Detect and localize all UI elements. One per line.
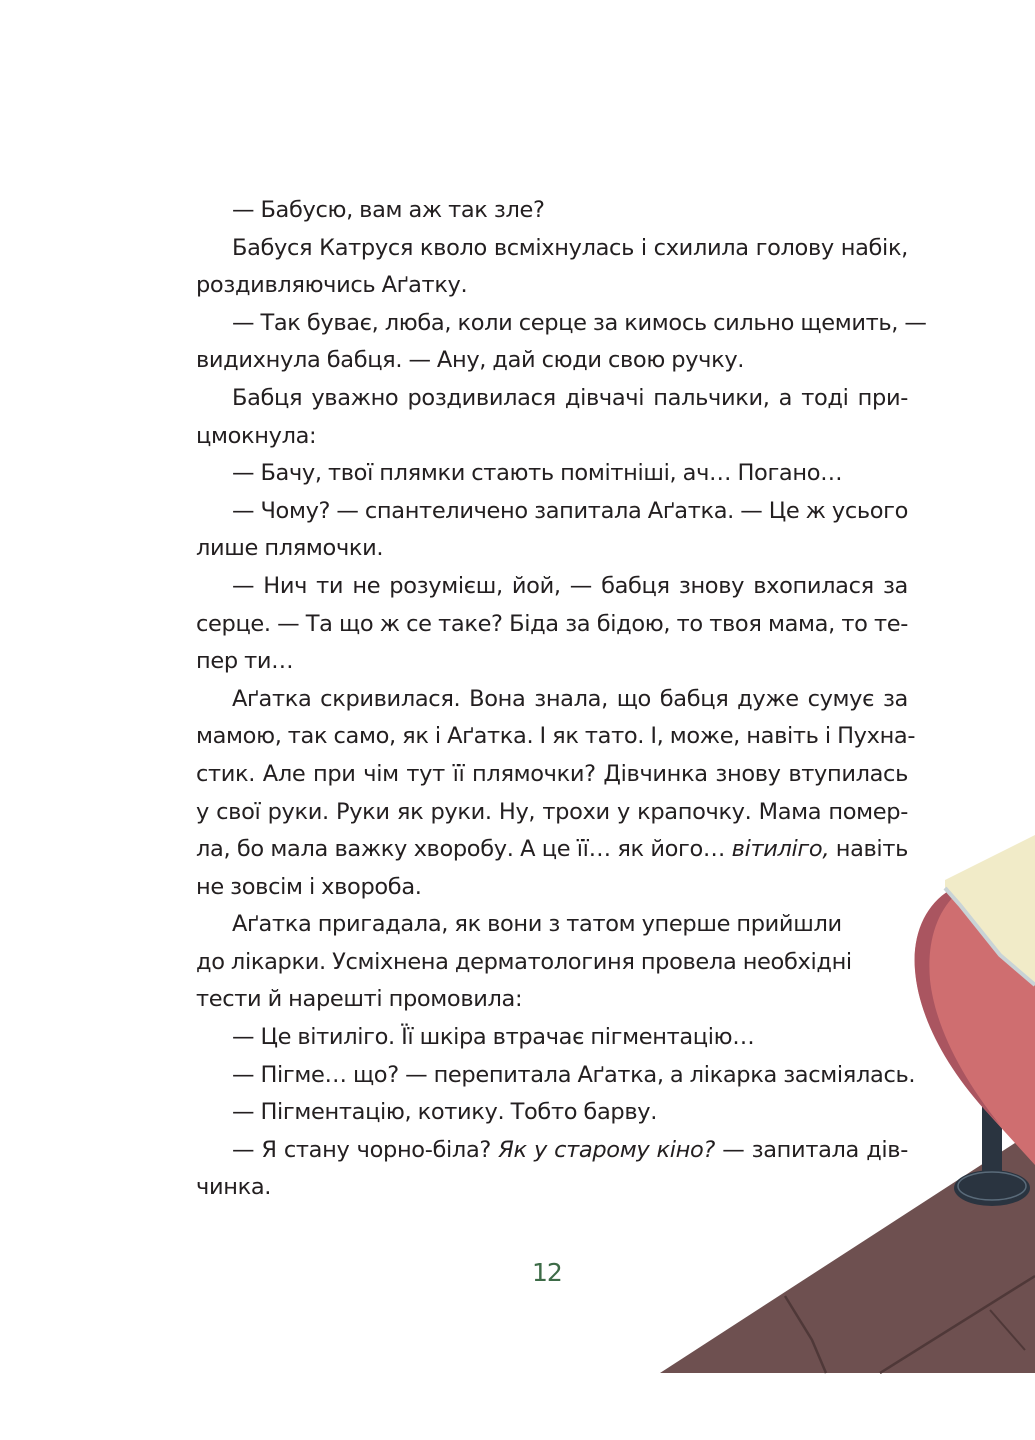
text-line: стик. Але при чім тут її плямочки? Дівчинка знову втупилась bbox=[196, 760, 908, 787]
text-line: мамою, так само, як і Аґатка. І як тато. І, може, навіть і Пухна- bbox=[196, 723, 916, 750]
text-segment: навіть bbox=[829, 836, 908, 863]
text-line: — Бабусю, вам аж так зле? bbox=[232, 197, 545, 223]
text-line: — Бачу, твої плямки стають помітніші, ач… Погано… bbox=[232, 460, 843, 487]
text-line: — Пігме… що? — перепитала Аґатка, а лікарка засміялась. bbox=[232, 1061, 916, 1088]
text-line: тести й нарешті промовила: bbox=[196, 986, 523, 1013]
text-line-with-italic bbox=[196, 1132, 908, 1170]
text-line: не зовсім і хвороба. bbox=[196, 873, 422, 900]
text-line: до лікарки. Усміхнена дерматологиня провела необхідні bbox=[196, 948, 852, 975]
text-line: чинка. bbox=[196, 1174, 272, 1201]
text-line: — Чому? — спантеличено запитала Аґатка. — Це ж усього bbox=[232, 497, 909, 524]
italic-phrase: Як у старому кіно? bbox=[498, 1136, 716, 1163]
page-number: 12 bbox=[532, 1258, 562, 1287]
text-line: — Нич ти не розумієш, йой, — бабця знову вхопилася за bbox=[232, 572, 908, 599]
text-segment: ла, бо мала важку хворобу. А це її… як його… bbox=[196, 836, 732, 863]
text-segment: — запитала дів- bbox=[715, 1136, 908, 1163]
text-line: Аґатка пригадала, як вони з татом уперше прийшли bbox=[232, 911, 842, 938]
text-line: Бабця уважно роздивилася дівчачі пальчики, а тоді при- bbox=[232, 384, 908, 411]
text-line: пер ти… bbox=[196, 648, 294, 675]
text-line: Аґатка скривилася. Вона знала, що бабця дуже сумує за bbox=[232, 685, 908, 712]
text-line: — Так буває, люба, коли серце за кимось сильно щемить, — bbox=[232, 309, 927, 336]
text-line: у свої руки. Руки як руки. Ну, трохи у крапочку. Мама помер- bbox=[196, 798, 908, 825]
text-line-with-italic bbox=[196, 831, 908, 869]
text-line: серце. — Та що ж се таке? Біда за бідою, то твоя мама, то те- bbox=[196, 610, 908, 637]
text-segment: — Я стану чорно-біла? bbox=[232, 1136, 499, 1163]
text-line: цмокнула: bbox=[196, 422, 317, 449]
text-line: — Це вітиліго. Її шкіра втрачає пігментацію… bbox=[232, 1024, 755, 1051]
italic-term: вітиліго, bbox=[731, 836, 830, 863]
text-line: роздивляючись Аґатку. bbox=[196, 272, 468, 299]
text-line: — Пігментацію, котику. Тобто барву. bbox=[232, 1099, 658, 1126]
text-line: лише плямочки. bbox=[196, 535, 384, 562]
text-line: видихнула бабця. — Ану, дай сюди свою ручку. bbox=[196, 347, 745, 374]
story-text bbox=[196, 192, 927, 1207]
text-line: Бабуся Катруся кволо всміхнулась і схилила голову набік, bbox=[232, 234, 908, 261]
